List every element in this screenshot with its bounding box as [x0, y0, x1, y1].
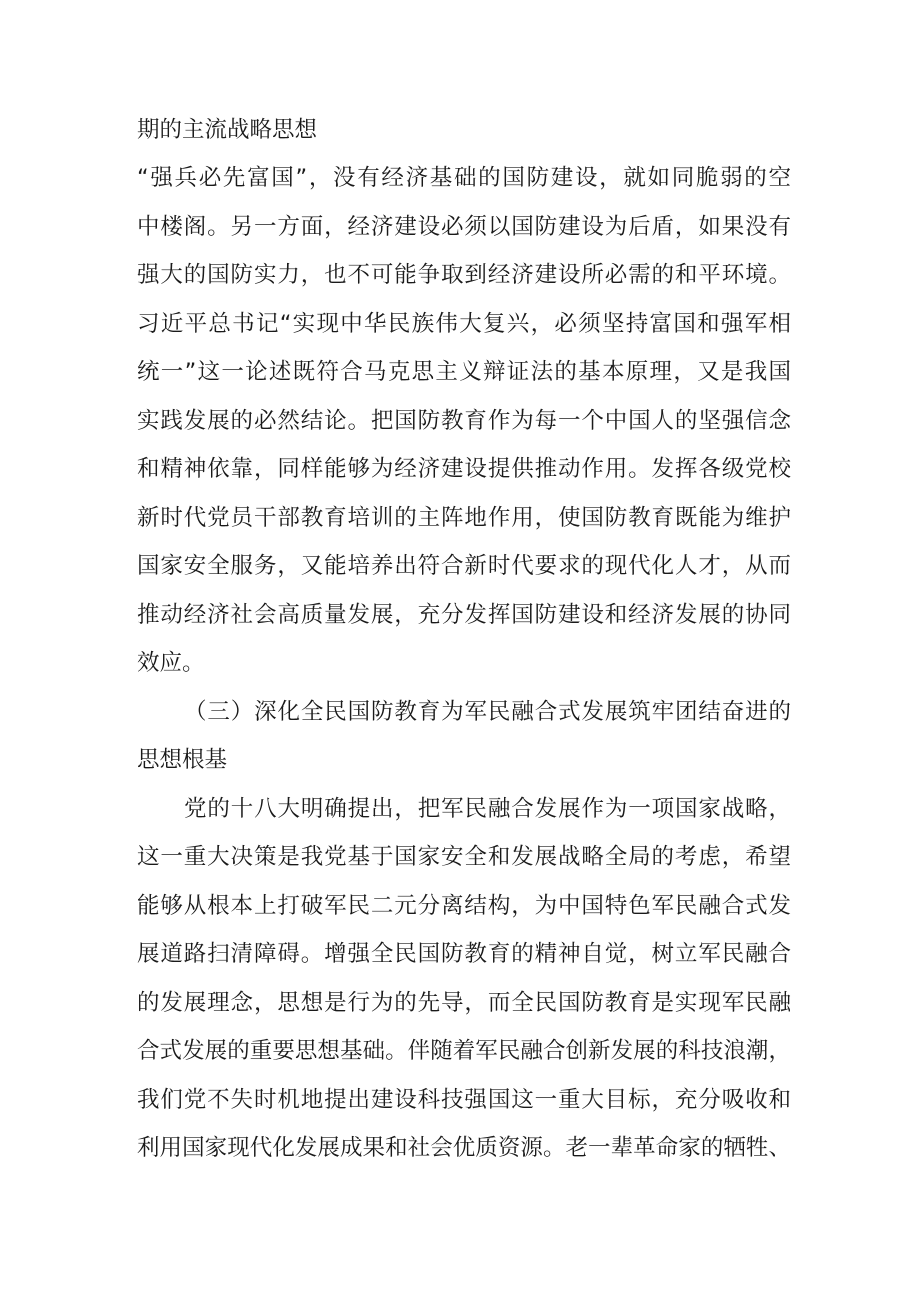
paragraph-first-line: 党的十八大明确提出，把军民融合发展作为一项国家战略， [184, 796, 791, 822]
text-line: 强大的国防实力，也不可能争取到经济建设所必需的和平环境。 [137, 262, 791, 288]
text-line: 统一”这一论述既符合马克思主义辩证法的基本原理，又是我国 [137, 359, 791, 385]
text-line: 习近平总书记“实现中华民族伟大复兴，必须坚持富国和强军相 [137, 311, 791, 337]
text-line: 效应。 [137, 650, 205, 676]
text-line: 实践发展的必然结论。把国防教育作为每一个中国人的坚强信念 [137, 408, 791, 434]
text-line: 期的主流战略思想 [137, 117, 318, 143]
text-line: 推动经济社会高质量发展，充分发挥国防建设和经济发展的协同 [137, 602, 791, 628]
text-line: 我们党不失时机地提出建设科技强国这一重大目标，充分吸收和 [137, 1087, 791, 1113]
text-line: 能够从根本上打破军民二元分离结构，为中国特色军民融合式发 [137, 893, 791, 919]
text-line: 中楼阁。另一方面，经济建设必须以国防建设为后盾，如果没有 [137, 214, 791, 240]
section-heading: （三）深化全民国防教育为军民融合式发展筑牢团结奋进的 [184, 699, 791, 725]
text-line: “强兵必先富国”，没有经济基础的国防建设，就如同脆弱的空 [137, 165, 791, 191]
text-line: 利用国家现代化发展成果和社会优质资源。老一辈革命家的牺牲、 [137, 1135, 791, 1161]
text-line: 展道路扫清障碍。增强全民国防教育的精神自觉，树立军民融合 [137, 941, 791, 967]
text-line: 新时代党员干部教育培训的主阵地作用，使国防教育既能为维护 [137, 505, 791, 531]
text-line: 合式发展的重要思想基础。伴随着军民融合创新发展的科技浪潮， [137, 1038, 791, 1064]
section-heading-continued: 思想根基 [137, 747, 228, 773]
text-line: 的发展理念，思想是行为的先导，而全民国防教育是实现军民融 [137, 990, 791, 1016]
text-line: 国家安全服务，又能培养出符合新时代要求的现代化人才，从而 [137, 553, 791, 579]
text-line: 这一重大决策是我党基于国家安全和发展战略全局的考虑，希望 [137, 844, 791, 870]
text-line: 和精神依靠，同样能够为经济建设提供推动作用。发挥各级党校 [137, 456, 791, 482]
